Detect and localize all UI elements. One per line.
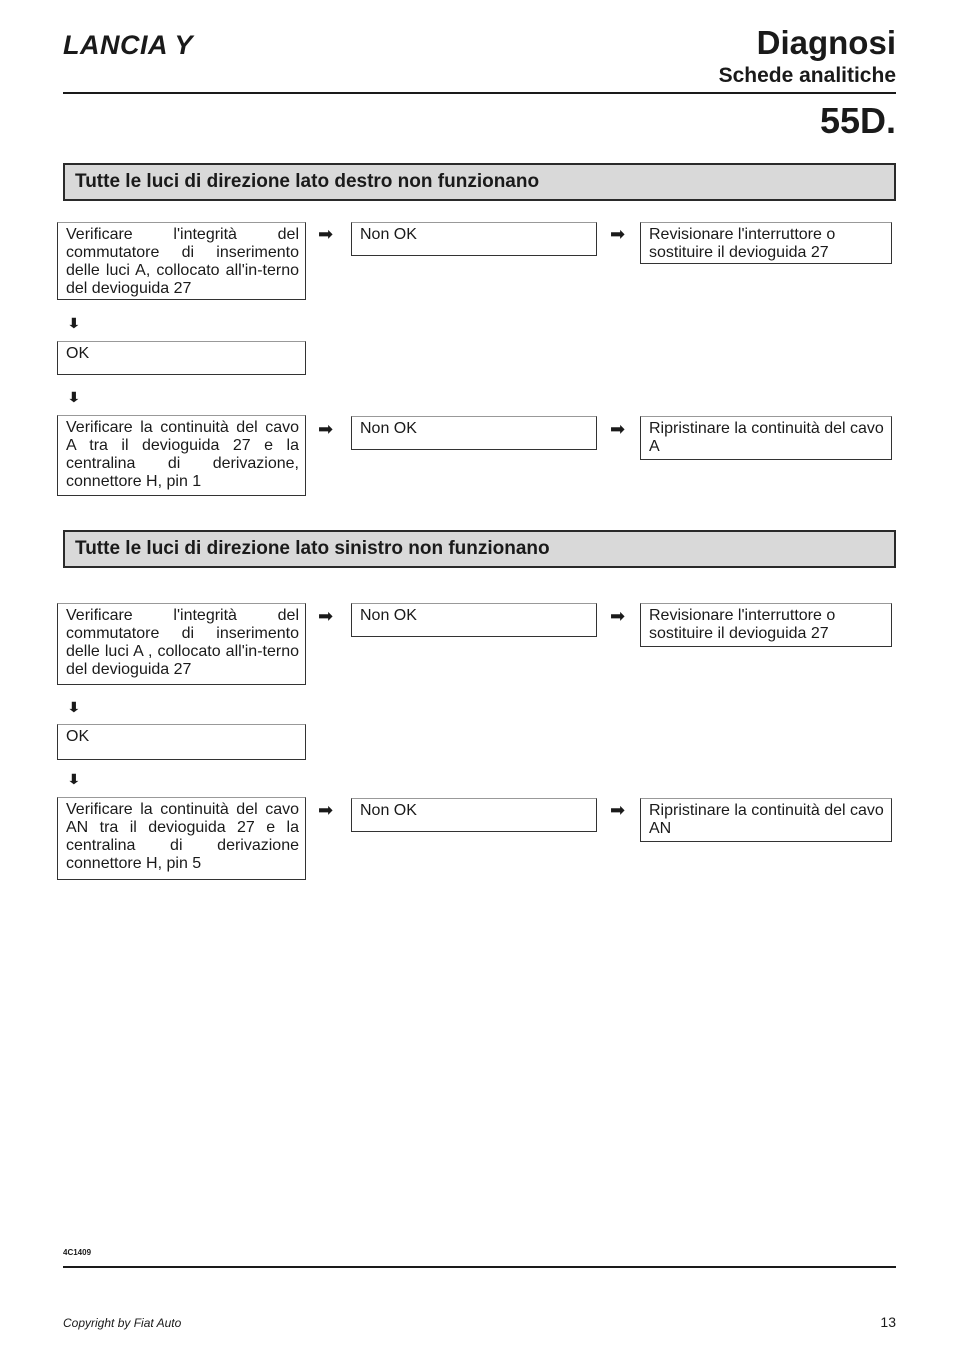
- arrow-right-icon: ➡: [318, 800, 334, 820]
- arrow-right-icon: ➡: [610, 419, 626, 439]
- arrow-right-icon: ➡: [318, 419, 334, 439]
- section-code: 55D.: [819, 100, 896, 141]
- arrow-down-icon: ⬇: [66, 699, 82, 715]
- document-code: 4C1409: [63, 1248, 92, 1257]
- result-box: Non OK: [351, 603, 597, 637]
- arrow-right-icon: ➡: [610, 224, 626, 244]
- check-box: Verificare l'integrità del commutatore di inserimento delle luci A, collocato all'in-terno del devioguida 27: [57, 222, 306, 300]
- page-number: 13: [880, 1314, 896, 1330]
- page-title: Diagnosi: [756, 24, 896, 61]
- action-box: Revisionare l'interruttore o sostituire il devioguida 27: [640, 222, 892, 264]
- ok-box: OK: [57, 724, 306, 760]
- arrow-right-icon: ➡: [318, 606, 334, 626]
- check-box: Verificare la continuità del cavo AN tra il devioguida 27 e la centralina di derivazione connettore H, pin 5: [57, 797, 306, 880]
- copyright-notice: Copyright by Fiat Auto: [63, 1316, 182, 1330]
- arrow-down-icon: ⬇: [66, 315, 82, 331]
- arrow-down-icon: ⬇: [66, 389, 82, 405]
- check-box: Verificare la continuità del cavo A tra il devioguida 27 e la centralina di derivazione, connettore H, pin 1: [57, 415, 306, 496]
- arrow-right-icon: ➡: [610, 606, 626, 626]
- section-heading-text: Tutte le luci di direzione lato sinistro non funzionano: [75, 538, 550, 559]
- arrow-right-icon: ➡: [610, 800, 626, 820]
- page-subtitle: Schede analitiche: [718, 64, 896, 87]
- action-box: Ripristinare la continuità del cavo AN: [640, 798, 892, 842]
- action-box: Ripristinare la continuità del cavo A: [640, 416, 892, 460]
- result-box: Non OK: [351, 416, 597, 450]
- section-heading-right: [63, 163, 896, 201]
- result-box: Non OK: [351, 222, 597, 256]
- brand-name: LANCIA Y: [63, 30, 194, 60]
- header-divider: [63, 92, 896, 94]
- ok-box: OK: [57, 341, 306, 375]
- footer-divider: [63, 1266, 896, 1268]
- arrow-down-icon: ⬇: [66, 771, 82, 787]
- check-box: Verificare l'integrità del commutatore di inserimento delle luci A , collocato all'in-terno del devioguida 27: [57, 603, 306, 685]
- action-box: Revisionare l'interruttore o sostituire il devioguida 27: [640, 603, 892, 647]
- section-heading-left: [63, 530, 896, 568]
- section-heading-text: Tutte le luci di direzione lato destro non funzionano: [75, 171, 540, 192]
- result-box: Non OK: [351, 798, 597, 832]
- arrow-right-icon: ➡: [318, 224, 334, 244]
